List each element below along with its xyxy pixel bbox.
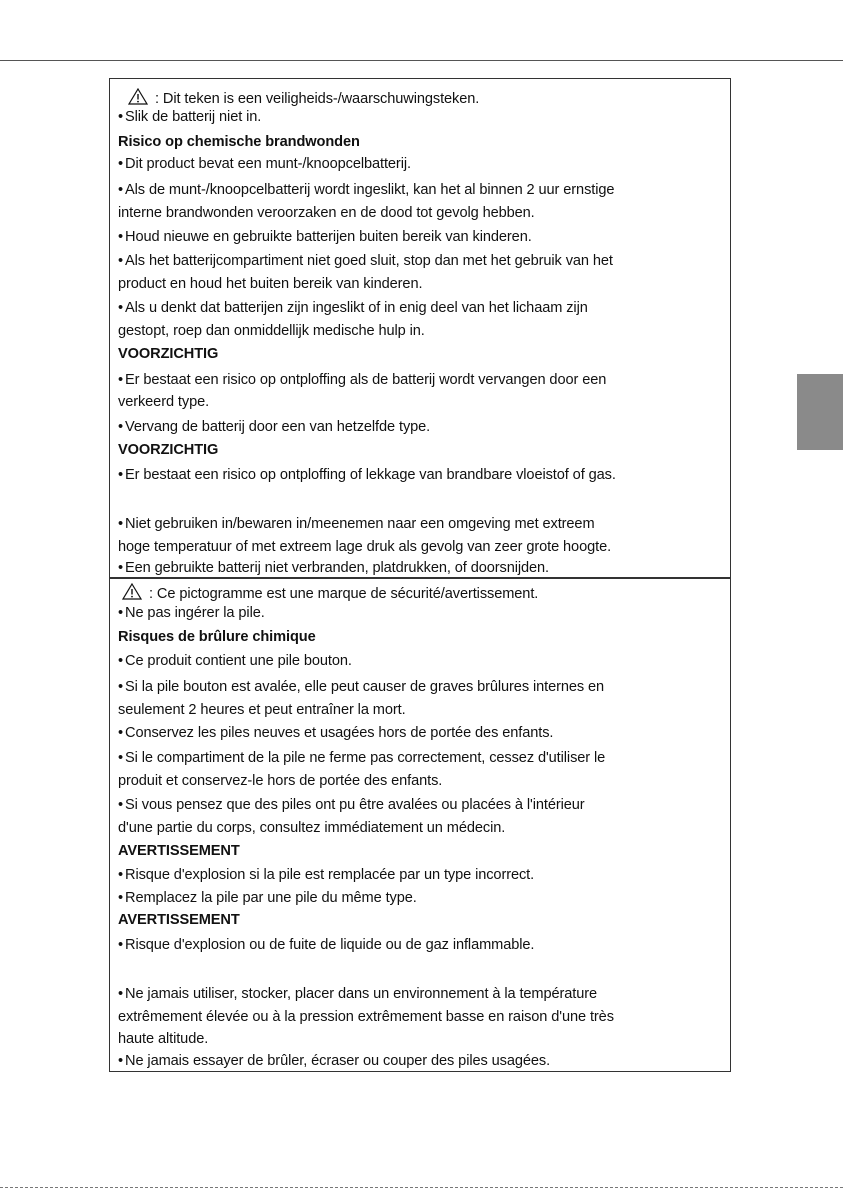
- dutch-bullet-explosion: [118, 372, 606, 389]
- dutch-bullet-replace: [118, 419, 430, 436]
- bullet-dot: •: [118, 890, 124, 906]
- bullet-dot: •: [118, 797, 124, 813]
- bullet-text: Risque d'explosion ou de fuite de liquide ou de gaz inflammable.: [125, 937, 535, 953]
- bullet-text: Als u denkt dat batterijen zijn ingeslikt of in enig deel van het lichaam zijn: [125, 300, 588, 316]
- bullet-text: Niet gebruiken in/bewaren in/meenemen naar een omgeving met extreem: [125, 516, 595, 532]
- dutch-bullet-leak: [118, 467, 616, 484]
- dutch-icon-caption: : Dit teken is een veiligheids-/waarschuwingsteken.: [155, 91, 480, 107]
- bullet-dot: •: [118, 867, 124, 883]
- bullet-text: Ne jamais utiliser, stocker, placer dans un environnement à la température: [125, 986, 598, 1002]
- dutch-heading-chemical: Risico op chemische brandwonden: [118, 134, 360, 150]
- dutch-bullet-temperature: [118, 516, 595, 533]
- french-bullet-explosion: [118, 867, 534, 884]
- dutch-bullet-swallow: [118, 109, 261, 126]
- french-bullet-compartment-cont: produit et conservez-le hors de portée des enfants.: [118, 773, 443, 789]
- bullet-dot: •: [118, 467, 124, 483]
- bullet-text: Conservez les piles neuves et usagées hors de portée des enfants.: [125, 725, 554, 741]
- dutch-heading-caution-2: VOORZICHTIG: [118, 442, 219, 458]
- bullet-dot: •: [118, 516, 124, 532]
- bullet-text: Ne jamais essayer de brûler, écraser ou couper des piles usagées.: [125, 1053, 551, 1069]
- dutch-heading-caution-1: VOORZICHTIG: [118, 346, 219, 362]
- french-icon-caption-line: [114, 583, 538, 603]
- dutch-bullet-medical: [118, 300, 588, 317]
- french-bullet-replace: [118, 890, 417, 907]
- french-warning-box: [109, 578, 731, 1072]
- bullet-text: Dit product bevat een munt-/knoopcelbatterij.: [125, 156, 411, 172]
- bullet-dot: •: [118, 253, 124, 269]
- dutch-bullet-compartment-cont: product en houd het buiten bereik van kinderen.: [118, 276, 423, 292]
- bullet-text: Remplacez la pile par une pile du même type.: [125, 890, 417, 906]
- dutch-bullet-keep-away: [118, 229, 532, 246]
- header-rule: [0, 60, 843, 61]
- bullet-text: Si vous pensez que des piles ont pu être avalées ou placées à l'intérieur: [125, 797, 585, 813]
- french-icon-caption: : Ce pictogramme est une marque de sécurité/avertissement.: [149, 586, 539, 602]
- dutch-icon-caption-line: [120, 88, 479, 108]
- bullet-dot: •: [118, 937, 124, 953]
- bullet-dot: •: [118, 182, 124, 198]
- bullet-dot: •: [118, 109, 124, 125]
- bullet-text: Houd nieuwe en gebruikte batterijen buiten bereik van kinderen.: [125, 229, 532, 245]
- dutch-bullet-ingested-cont: interne brandwonden veroorzaken en de dood tot gevolg hebben.: [118, 205, 535, 221]
- bullet-dot: •: [118, 300, 124, 316]
- bullet-text: Risque d'explosion si la pile est remplacée par un type incorrect.: [125, 867, 535, 883]
- bullet-text: Slik de batterij niet in.: [125, 109, 262, 125]
- french-bullet-temperature-cont: extrêmement élevée ou à la pression extrêmement basse en raison d'une très: [118, 1009, 614, 1025]
- french-heading-warning-1: AVERTISSEMENT: [118, 843, 240, 859]
- french-bullet-medical-cont: d'une partie du corps, consultez immédiatement un médecin.: [118, 820, 506, 836]
- french-bullet-burn: [118, 1053, 550, 1070]
- bullet-text: Ne pas ingérer la pile.: [125, 605, 265, 621]
- section-tab-marker: [797, 374, 843, 450]
- bullet-dot: •: [118, 419, 124, 435]
- bullet-text: Er bestaat een risico op ontploffing als de batterij wordt vervangen door een: [125, 372, 607, 388]
- bullet-text: Als het batterijcompartiment niet goed sluit, stop dan met het gebruik van het: [125, 253, 613, 269]
- bullet-text: Ce produit contient une pile bouton.: [125, 653, 352, 669]
- french-bullet-medical: [118, 797, 585, 814]
- french-bullet-compartment: [118, 750, 605, 767]
- bullet-dot: •: [118, 653, 124, 669]
- french-bullet-leak: [118, 937, 534, 954]
- french-bullet-contains: [118, 653, 352, 670]
- dutch-bullet-medical-cont: gestopt, roep dan onmiddellijk medische hulp in.: [118, 323, 425, 339]
- bullet-dot: •: [118, 605, 124, 621]
- dutch-bullet-ingested: [118, 182, 614, 199]
- warning-triangle-icon: [128, 88, 148, 105]
- french-bullet-ingested-cont: seulement 2 heures et peut entraîner la mort.: [118, 702, 406, 718]
- dutch-bullet-burn: [118, 560, 549, 577]
- dutch-bullet-contains: [118, 156, 411, 173]
- french-bullet-ingested: [118, 679, 604, 696]
- french-bullet-temperature-cont-2: haute altitude.: [118, 1031, 209, 1047]
- bullet-dot: •: [118, 1053, 124, 1069]
- bullet-dot: •: [118, 750, 124, 766]
- french-bullet-keep-away: [118, 725, 553, 742]
- dutch-bullet-temperature-cont: hoge temperatuur of met extreem lage druk als gevolg van zeer grote hoogte.: [118, 539, 612, 555]
- warning-triangle-icon: [122, 583, 142, 600]
- bullet-dot: •: [118, 372, 124, 388]
- french-heading-warning-2: AVERTISSEMENT: [118, 912, 240, 928]
- bullet-text: Si la pile bouton est avalée, elle peut causer de graves brûlures internes en: [125, 679, 605, 695]
- dutch-warning-box: [109, 78, 731, 578]
- footer-rule: [0, 1187, 843, 1188]
- bullet-text: Si le compartiment de la pile ne ferme pas correctement, cessez d'utiliser le: [125, 750, 606, 766]
- dutch-bullet-compartment: [118, 253, 613, 270]
- bullet-text: Er bestaat een risico op ontploffing of lekkage van brandbare vloeistof of gas.: [125, 467, 616, 483]
- bullet-dot: •: [118, 679, 124, 695]
- bullet-text: Een gebruikte batterij niet verbranden, platdrukken, of doorsnijden.: [125, 560, 550, 576]
- bullet-dot: •: [118, 156, 124, 172]
- bullet-text: Als de munt-/knoopcelbatterij wordt ingeslikt, kan het al binnen 2 uur ernstige: [125, 182, 615, 198]
- french-bullet-swallow: [118, 605, 265, 622]
- french-bullet-temperature: [118, 986, 597, 1003]
- dutch-bullet-explosion-cont: verkeerd type.: [118, 394, 210, 410]
- bullet-dot: •: [118, 229, 124, 245]
- french-heading-chemical: Risques de brûlure chimique: [118, 629, 316, 645]
- bullet-dot: •: [118, 725, 124, 741]
- bullet-text: Vervang de batterij door een van hetzelfde type.: [125, 419, 431, 435]
- bullet-dot: •: [118, 560, 124, 576]
- bullet-dot: •: [118, 986, 124, 1002]
